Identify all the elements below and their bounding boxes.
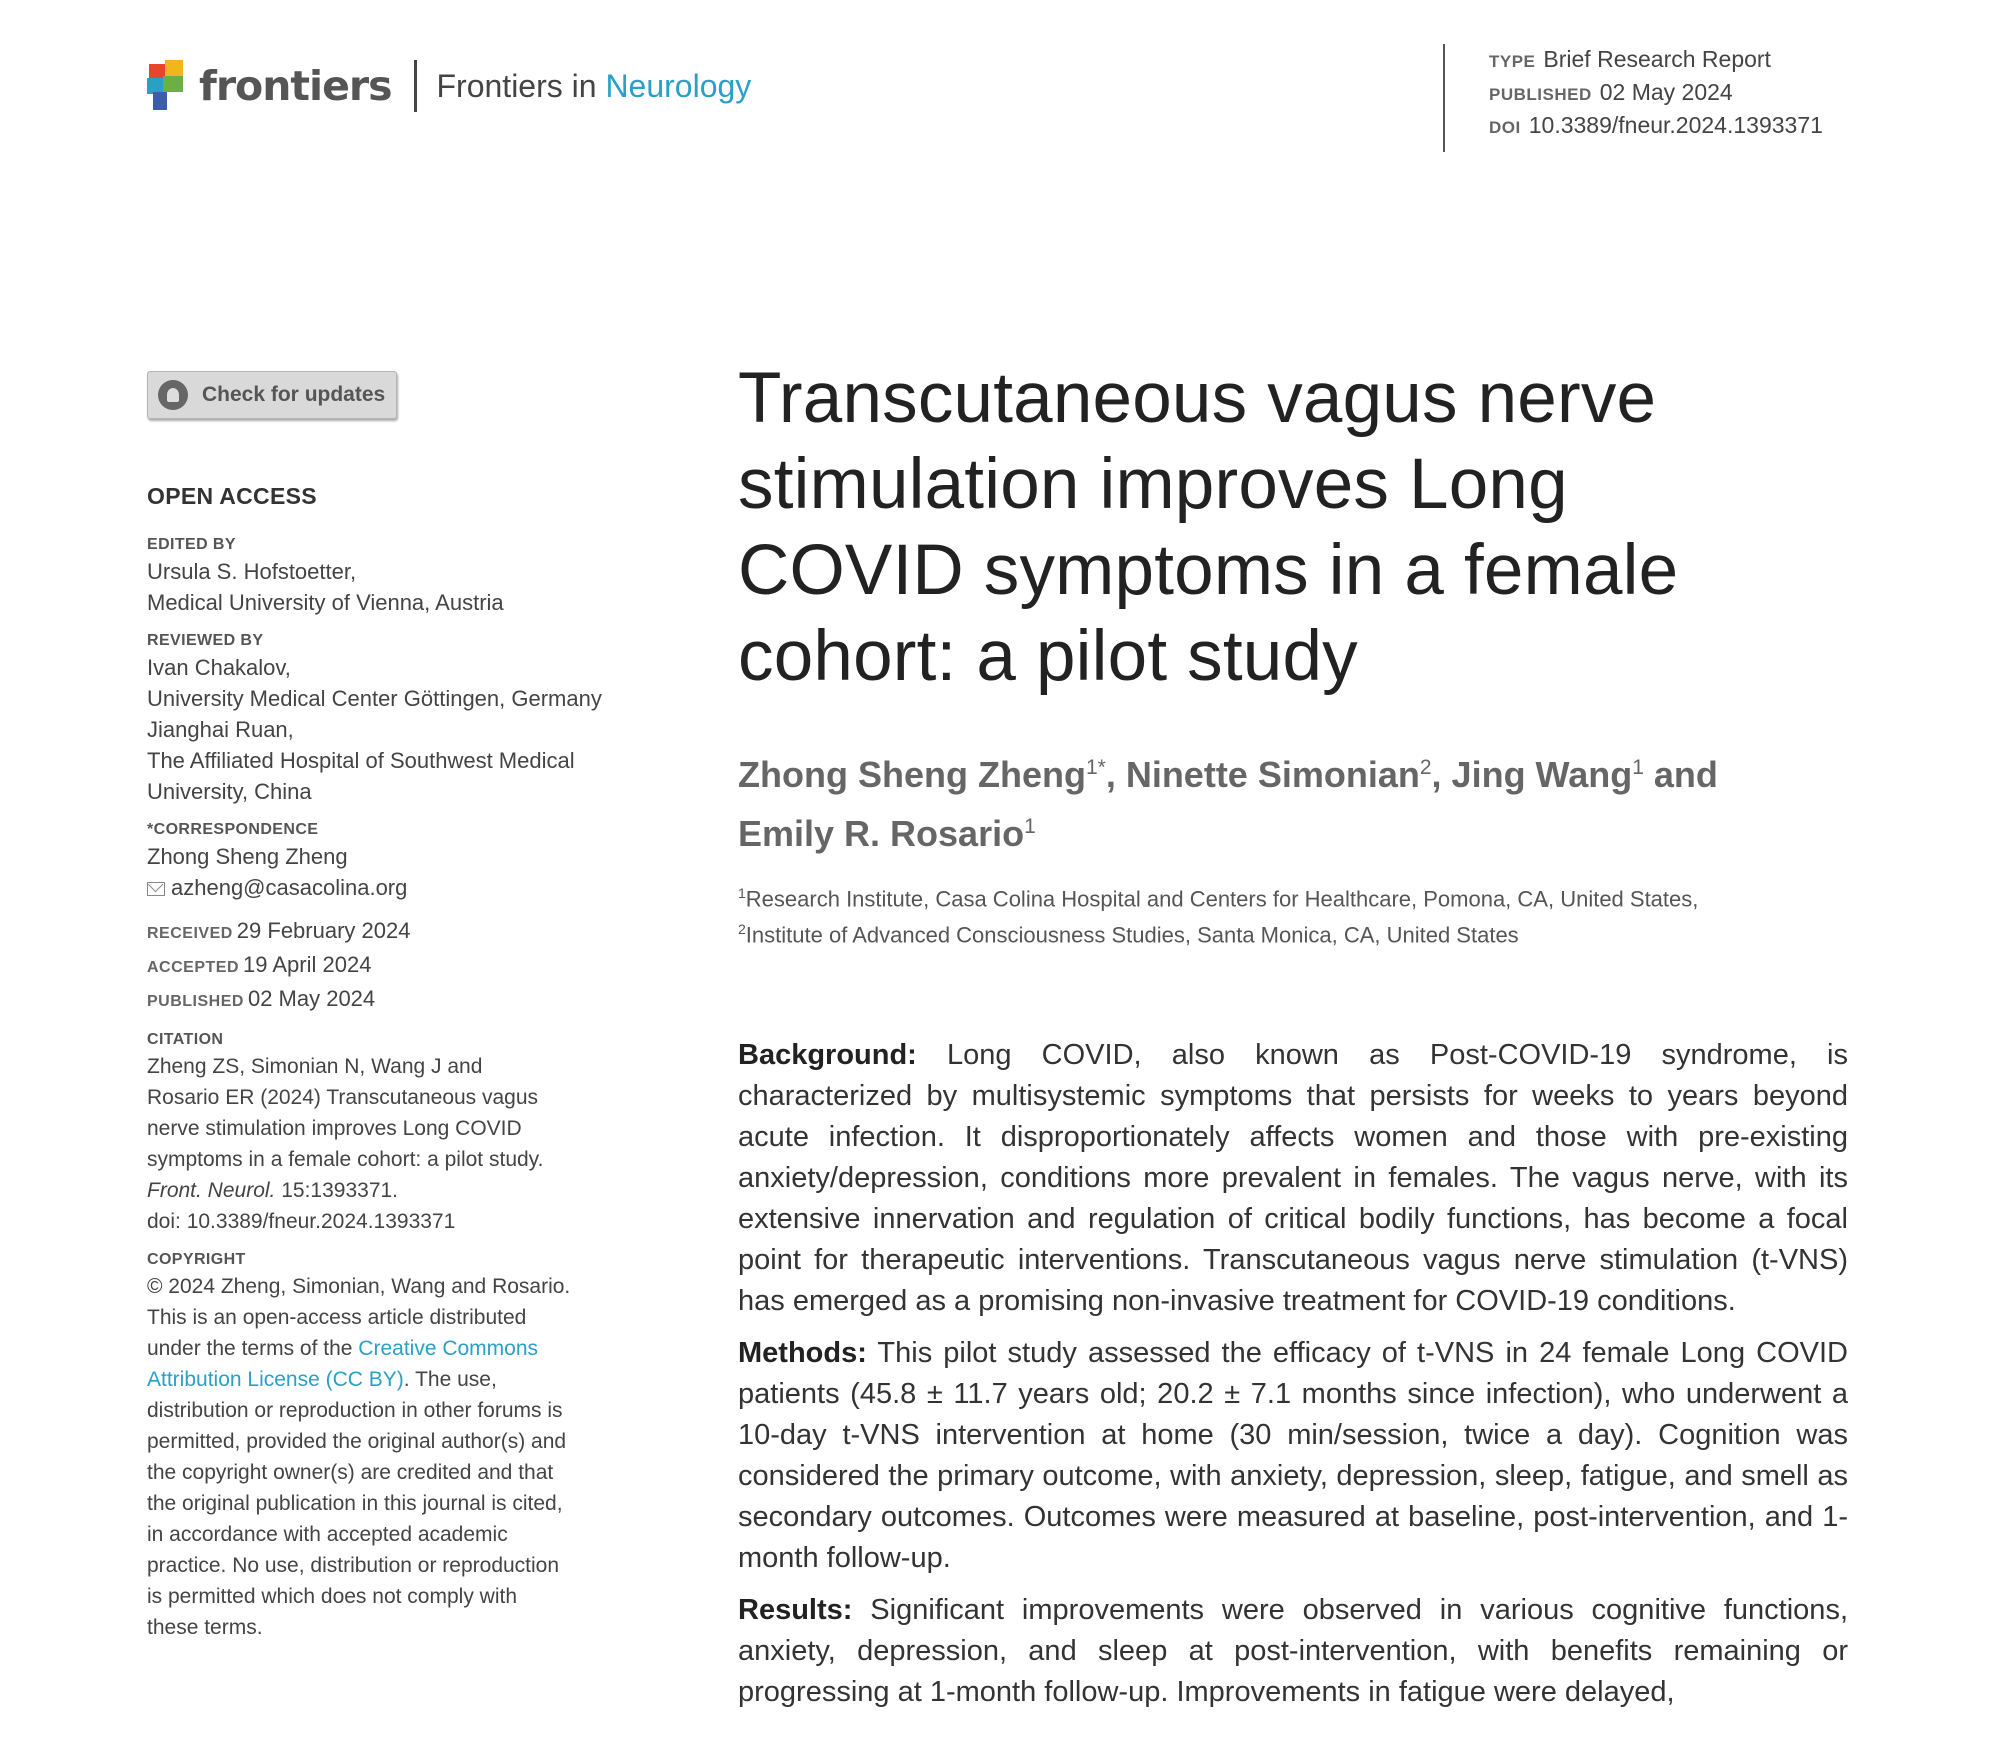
- citation-line: symptoms in a female cohort: a pilot study.: [147, 1148, 544, 1171]
- copyright-label: COPYRIGHT: [147, 1251, 246, 1268]
- publisher-brand[interactable]: [147, 58, 751, 114]
- doi-value[interactable]: 10.3389/fneur.2024.1393371: [1528, 112, 1823, 138]
- article-sidebar: [147, 483, 657, 1655]
- check-for-updates-button[interactable]: [147, 371, 397, 419]
- accepted-date: [147, 949, 657, 983]
- journal-field: Neurology: [605, 67, 752, 104]
- reviewer-name: Jianghai Ruan,: [147, 717, 294, 742]
- copyright-line: distribution or reproduction in other forums is: [147, 1399, 563, 1422]
- accepted-label: ACCEPTED: [147, 959, 240, 976]
- affiliation: [738, 878, 1848, 914]
- copyright-line: these terms.: [147, 1616, 263, 1639]
- citation-section: [147, 1029, 657, 1237]
- article-header: [738, 356, 1848, 951]
- published-label: PUBLISHED: [1489, 85, 1592, 104]
- abstract-results-label: Results:: [738, 1594, 853, 1626]
- open-access-heading: OPEN ACCESS: [147, 483, 317, 509]
- abstract-background-label: Background:: [738, 1039, 917, 1071]
- author-name[interactable]: , Jing Wang: [1431, 754, 1633, 795]
- published-label: PUBLISHED: [147, 993, 244, 1010]
- correspondence-label: *CORRESPONDENCE: [147, 821, 319, 838]
- copyright-line: the copyright owner(s) are credited and that: [147, 1461, 554, 1484]
- affiliations: [738, 878, 1848, 951]
- citation-label: CITATION: [147, 1031, 224, 1048]
- published-value: 02 May 2024: [1599, 79, 1733, 105]
- type-label: TYPE: [1489, 52, 1536, 71]
- copyright-line: in accordance with accepted academic: [147, 1523, 508, 1546]
- copyright-line: This is an open-access article distributed: [147, 1306, 527, 1329]
- correspondent-email[interactable]: azheng@casacolina.org: [171, 875, 408, 900]
- dates-section: [147, 915, 657, 1017]
- author-list: [738, 742, 1848, 860]
- citation-journal-line: [147, 1175, 657, 1206]
- author-conjunction: and: [1643, 754, 1718, 795]
- citation-journal: Front. Neurol.: [147, 1179, 276, 1202]
- copyright-line: is permitted which does not comply with: [147, 1585, 517, 1608]
- author-name[interactable]: , Ninette Simonian: [1105, 754, 1420, 795]
- author-sup: 1: [1632, 756, 1644, 779]
- edited-by-label: EDITED BY: [147, 536, 236, 553]
- title-line: stimulation improves Long: [738, 445, 1568, 524]
- bookmark-icon: [158, 380, 188, 410]
- article-doi: [1489, 110, 1823, 143]
- affiliation-sup: 1: [738, 885, 746, 901]
- copyright-line: permitted, provided the original author(s) and: [147, 1430, 567, 1453]
- abstract-background: [738, 1035, 1848, 1322]
- author-sup: 1*: [1085, 756, 1106, 779]
- copyright-line: practice. No use, distribution or reproduction: [147, 1554, 560, 1577]
- check-for-updates-label: Check for updates: [202, 383, 386, 406]
- reviewer-affiliation: The Affiliated Hospital of Southwest Medical: [147, 748, 575, 773]
- citation-volume: 15:1393371.: [275, 1179, 399, 1202]
- reviewer-name: Ivan Chakalov,: [147, 655, 291, 680]
- copyright-text: . The use,: [403, 1368, 497, 1391]
- abstract-results-text: Significant improvements were observed in various cognitive functions, anxiety, depression, and sleep at post-intervention, with benefits remaining or progressing at 1-month follow-up. Improvements in fatigue were delayed,: [738, 1594, 1848, 1708]
- affiliation-sup: 2: [738, 921, 746, 938]
- mail-icon: [147, 882, 165, 896]
- author-sup: 1: [1024, 815, 1036, 838]
- reviewed-by-label: REVIEWED BY: [147, 632, 264, 649]
- author-name[interactable]: Zhong Sheng Zheng: [738, 754, 1086, 795]
- correspondent-name: Zhong Sheng Zheng: [147, 844, 348, 869]
- article-meta: [1443, 44, 1823, 152]
- cc-license-link[interactable]: Creative Commons: [358, 1337, 539, 1360]
- type-value: Brief Research Report: [1543, 46, 1771, 72]
- title-line: cohort: a pilot study: [738, 617, 1358, 696]
- published-value: 02 May 2024: [247, 986, 376, 1011]
- copyright-line: © 2024 Zheng, Simonian, Wang and Rosario.: [147, 1275, 571, 1298]
- editor-name: Ursula S. Hofstoetter,: [147, 559, 357, 584]
- copyright-text: under the terms of the: [147, 1337, 359, 1360]
- author-sup: 2: [1419, 756, 1432, 779]
- cc-license-link[interactable]: Attribution License (CC BY): [147, 1368, 404, 1391]
- published-date: [147, 983, 657, 1017]
- article-title: [738, 356, 1848, 700]
- copyright-line: [147, 1333, 657, 1364]
- citation-line: Zheng ZS, Simonian N, Wang J and: [147, 1055, 483, 1078]
- abstract-background-text: Long COVID, also known as Post-COVID-19 syndrome, is characterized by multisystemic symptoms that persists for weeks to years beyond acute infection. It disproportionately affects women and those with pre-existing anxiety/depression, conditions more prevalent in females. The vagus nerve, with its extensive innervation and regulation of critical bodily functions, has become a focal point for therapeutic interventions. Transcutaneous vagus nerve stimulation (t-VNS) has emerged as a promising non-invasive treatment for COVID-19 conditions.: [738, 1039, 1848, 1317]
- author-name[interactable]: Emily R. Rosario: [738, 813, 1025, 854]
- reviewed-by-section: [147, 630, 657, 807]
- copyright-line: [147, 1364, 657, 1395]
- article-type: [1489, 44, 1823, 77]
- editor-affiliation: Medical University of Vienna, Austria: [147, 590, 504, 615]
- received-label: RECEIVED: [147, 925, 233, 942]
- reviewer-affiliation: University Medical Center Göttingen, Germany: [147, 686, 602, 711]
- doi-label: DOI: [1489, 118, 1521, 137]
- title-line: Transcutaneous vagus nerve: [738, 359, 1657, 438]
- abstract-methods-text: This pilot study assessed the efficacy of t-VNS in 24 female Long COVID patients (45.8 ± 11.7 years old; 20.2 ± 7.1 months since infection), who underwent a 10-day t-VNS intervention at home (30 min/session, twice a day). Cognition was considered the primary outcome, with anxiety, depression, sleep, fatigue, and smell as secondary outcomes. Outcomes were measured at baseline, post-intervention, and 1-month follow-up.: [738, 1337, 1848, 1574]
- affiliation: [738, 914, 1848, 950]
- affiliation-text: Research Institute, Casa Colina Hospital and Centers for Healthcare, Pomona, CA, United States,: [745, 886, 1699, 912]
- citation-line: Rosario ER (2024) Transcutaneous vagus: [147, 1086, 539, 1109]
- accepted-value: 19 April 2024: [243, 952, 372, 977]
- brand-divider: [414, 60, 417, 112]
- journal-prefix: Frontiers in: [436, 67, 597, 104]
- affiliation-text: Institute of Advanced Consciousness Studies, Santa Monica, CA, United States: [745, 922, 1519, 948]
- correspondence-section: [147, 819, 657, 903]
- received-date: [147, 915, 657, 949]
- citation-line: nerve stimulation improves Long COVID: [147, 1117, 522, 1140]
- abstract: [738, 1035, 1848, 1724]
- published-date: [1489, 77, 1823, 110]
- frontiers-logo-icon: [147, 60, 187, 112]
- title-line: COVID symptoms in a female: [738, 531, 1679, 610]
- journal-name: [437, 68, 752, 105]
- citation-doi[interactable]: doi: 10.3389/fneur.2024.1393371: [147, 1210, 456, 1233]
- abstract-methods-label: Methods:: [738, 1337, 867, 1369]
- correspondent-email-row: [147, 872, 657, 903]
- edited-by-section: [147, 534, 657, 618]
- abstract-methods: [738, 1333, 1848, 1579]
- received-value: 29 February 2024: [236, 918, 411, 943]
- copyright-line: the original publication in this journal is cited,: [147, 1492, 563, 1515]
- copyright-section: [147, 1249, 657, 1643]
- brand-wordmark: frontiers: [199, 62, 392, 110]
- abstract-results: [738, 1590, 1848, 1713]
- reviewer-affiliation: University, China: [147, 779, 312, 804]
